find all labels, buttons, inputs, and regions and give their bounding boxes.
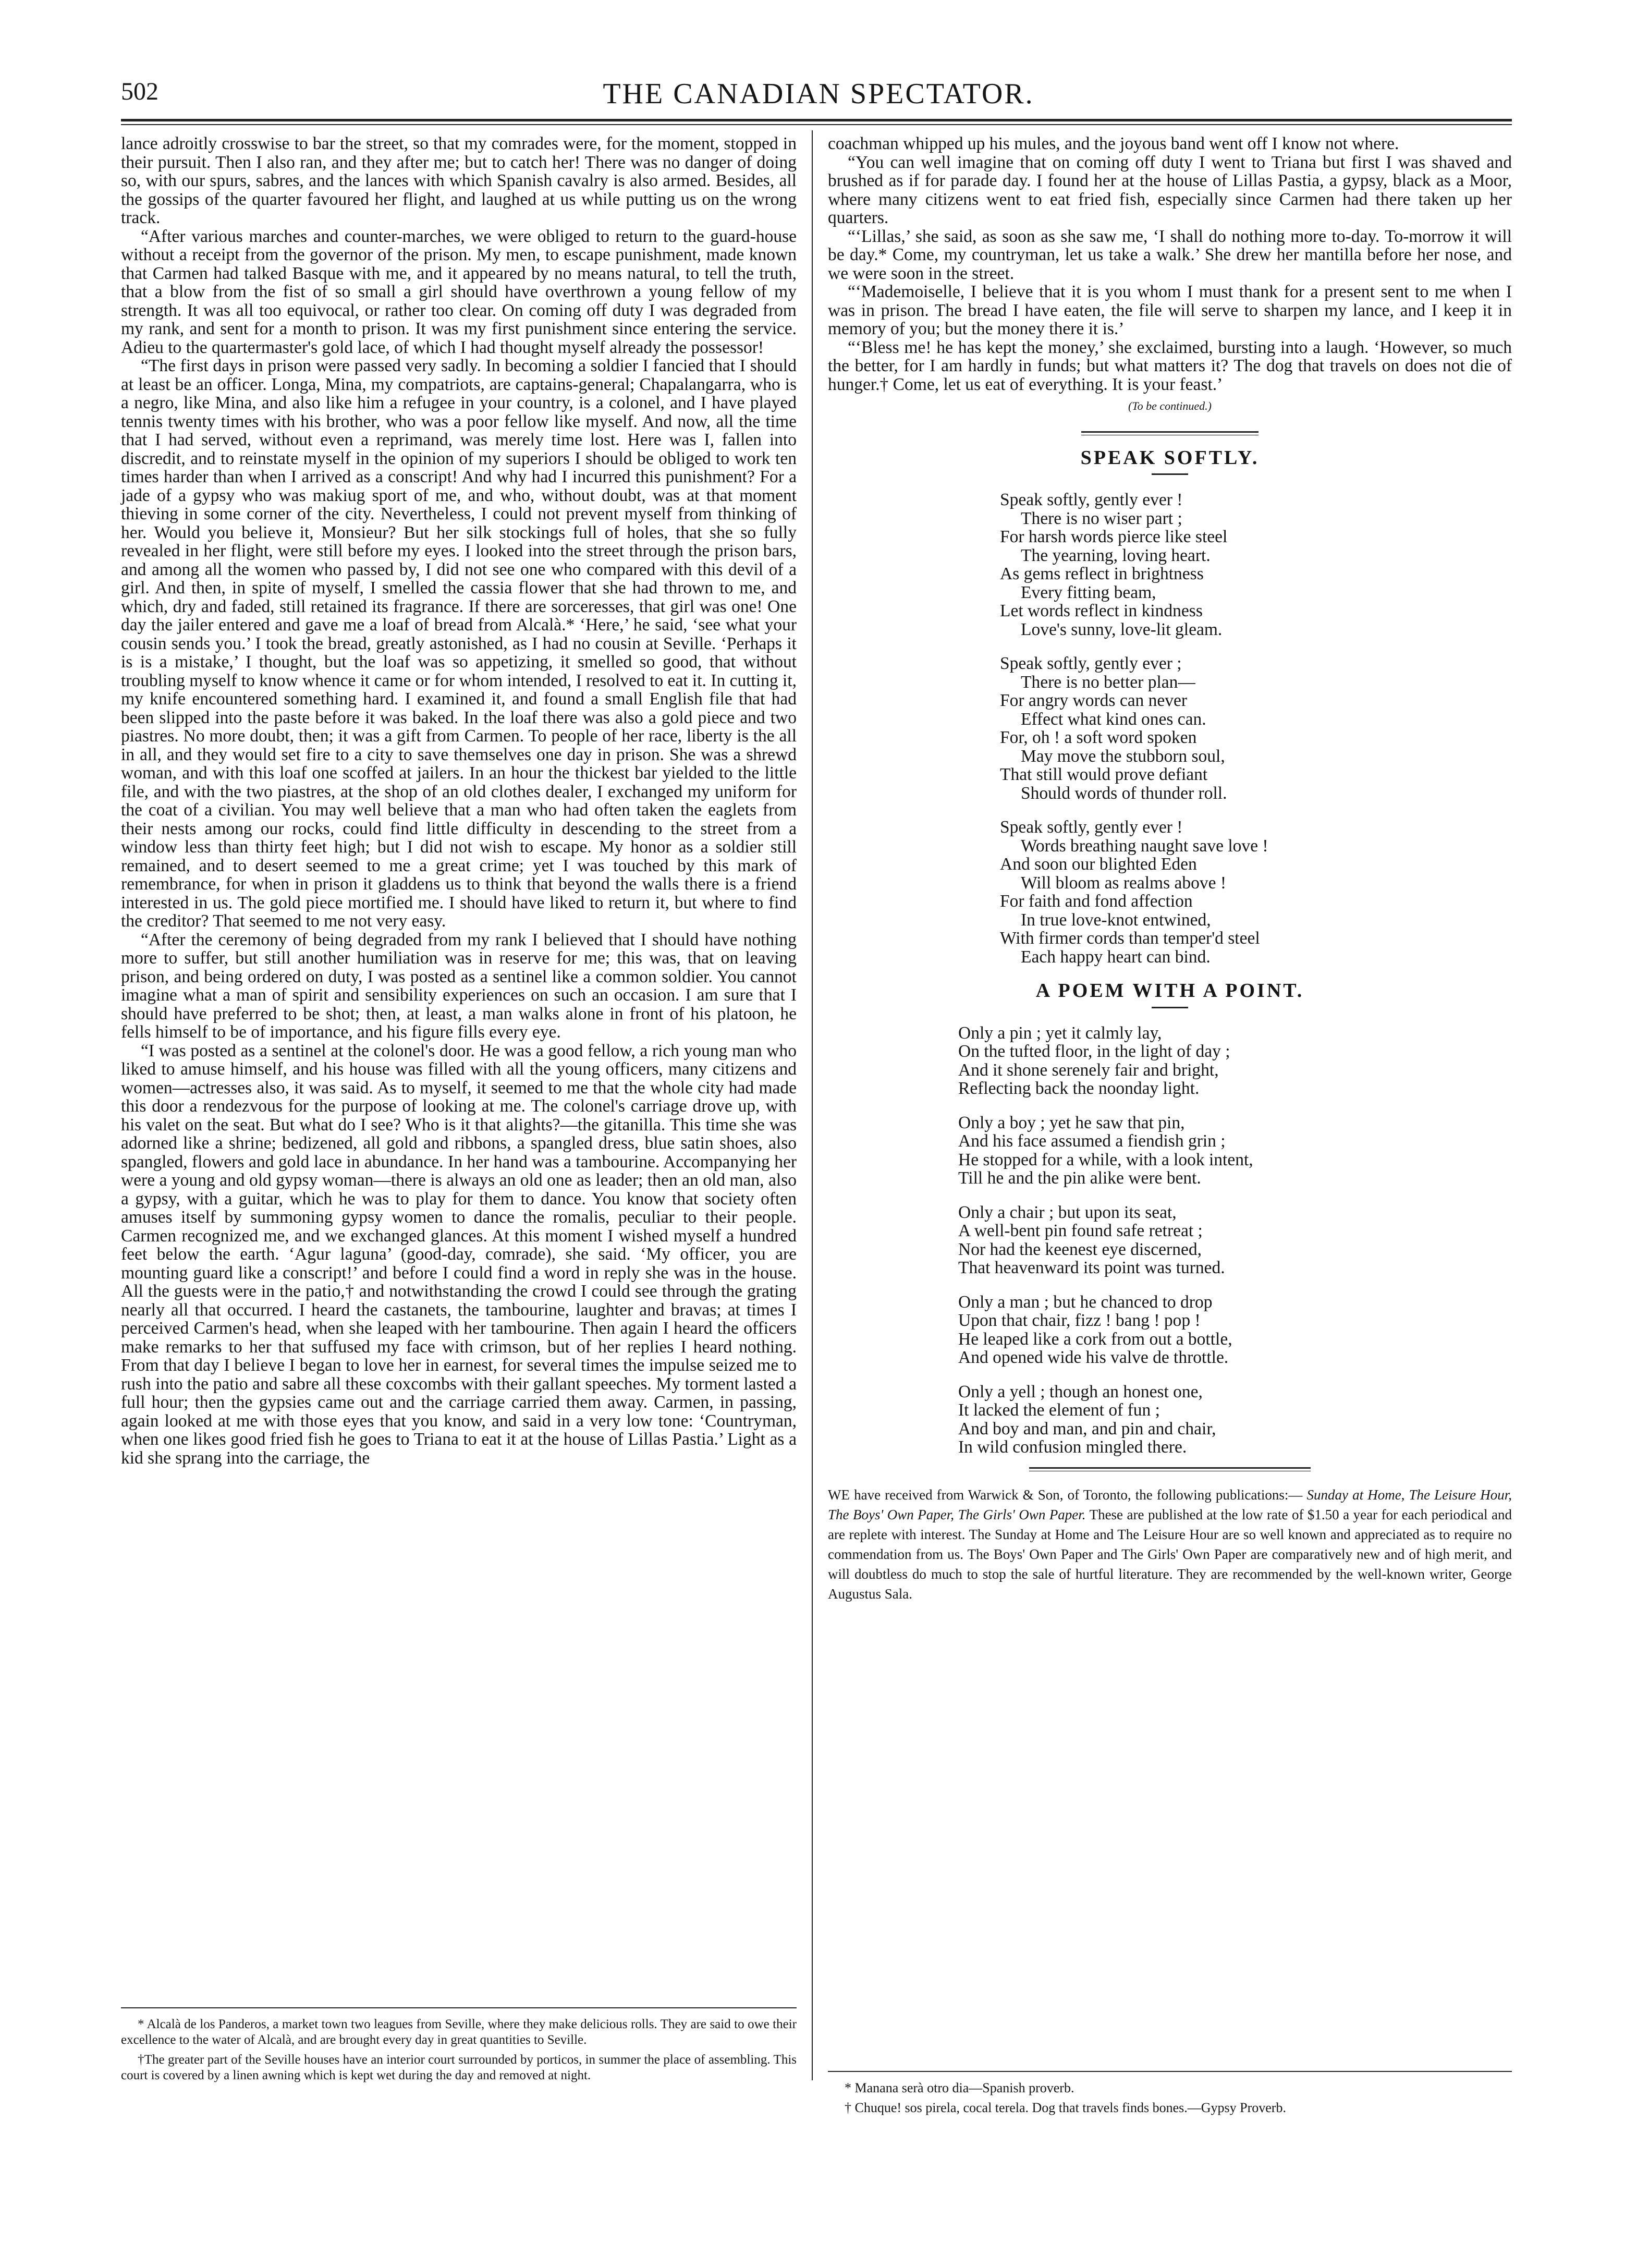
publications-notice bbox=[828, 1485, 1512, 1604]
poem-with-a-point bbox=[958, 1024, 1512, 1457]
poem-line: And boy and man, and pin and chair, bbox=[958, 1419, 1216, 1438]
poem-line: Words breathing naught save love ! bbox=[1021, 836, 1268, 856]
poem-line: There is no better plan— bbox=[1021, 672, 1195, 692]
article-paragraph: “I was posted as a sentinel at the colonel's door. He was a good fellow, a rich young man who liked to amuse himself, and his house was filled with all the young officers, many citizens and women—actresses also, it was said. As to myself, it seemed to me that the whole city had made this door a rendezvous for the purpose of looking at me. The colonel's carriage drove up, with his valet on the seat. But what do I see? Who is it that alights?—the gitanilla. This time she was adorned like a shrine; bedizened, all gold and ribbons, a spangled dress, blue satin shoes, also spangled, flowers and gold lace in abundance. In her hand was a tambourine. Accompanying her were a young and old gypsy woman—there is always an old one as leader; then an old man, also a gypsy, with a guitar, which he was to play for them to dance. You know that society often amuses itself by summoning gypsy women to dance the romalis, peculiar to their people. Carmen recognized me, and we exchanged glances. At this moment I wished myself a hundred feet below the earth. ‘Agur laguna’ (good-day, comrade), she said. ‘My officer, you are mounting guard like a conscript!’ and before I could find a word in reply she was in the house. All the guests were in the patio,† and notwithstanding the crowd I could see through the grating nearly all that occurred. I heard the castanets, the tambourine, laughter and bravas; at times I perceived Carmen's head, when she leaped with her tambourine. Then again I heard the officers make remarks to her that suffused my face with crimson, but of her replies I heard nothing. From that day I believe I began to love her in earnest, for several times the impulse seized me to rush into the patio and sabre all these coxcombs with their gallant speeches. My torment lasted a full hour; then the gypsies came out and the carriage carried them away. Carmen, in passing, again looked at me with those eyes that you know, and said in a very low tone: ‘Countryman, when one likes good fried fish he goes to Triana to eat it at the house of Lillas Pastia.’ Light as a kid she sprang into the carriage, the bbox=[121, 1041, 797, 1468]
poem-line: For faith and fond affection bbox=[1000, 892, 1193, 911]
notice-publications: Sunday at Home, The Leisure Hour, The Boys' Own Paper, The Girls' Own Paper. bbox=[828, 1486, 1512, 1522]
left-column-article bbox=[121, 135, 797, 1467]
article-paragraph: “The first days in prison were passed very sadly. In becoming a soldier I fancied that I should at least be an officer. Longa, Mina, my compatriots, are captains-general; Chapalangarra, who is a negro, like Mina, and also like him a refugee in your country, is a colonel, and I have played tennis twenty times with his brother, who was a poor fellow like myself. And now, all the time that I had served, without even a reprimand, was merely time lost. Here was I, fallen into discredit, and to reinstate myself in the opinion of my superiors I should be obliged to work ten times harder than when I arrived as a conscript! And why had I incurred this punishment? For a jade of a gypsy who was makiug sport of me, and who, without doubt, was at that moment thieving in some corner of the city. Nevertheless, I could not prevent myself from thinking of her. Would you believe it, Monsieur? But her silk stockings full of holes, that she so fully revealed in her flight, were still before my eyes. I looked into the street through the prison bars, and among all the women who passed by, I did not see one who compared with this devil of a girl. And then, in spite of myself, I smelled the cassia flower that she had thrown to me, and which, dry and faded, still retained its fragrance. If there are sorceresses, that girl was one! One day the jailer entered and gave me a loaf of bread from Alcalà.* ‘Here,’ he said, ‘see what your cousin sends you.’ I took the bread, greatly astonished, as I had no cousin at Seville. ‘Perhaps it is is a mistake,’ I thought, but the loaf was so appetizing, it smelled so good, that without troubling myself to know whence it came or for whom intended, I resolved to eat it. In cutting it, my knife encountered something hard. I examined it, and found a small English file that had been slipped into the paste before it was baked. In the loaf there was also a gold piece and two piastres. No more doubt, then; it was a gift from Carmen. To people of her race, liberty is the all in all, and they would set fire to a city to save themselves one day in prison. She was a shrewd woman, and with this loaf one scoffed at jailers. In an hour the thickest bar yielded to the little file, and with the two piastres, at the shop of an old clothes dealer, I exchanged my uniform for the coat of a civilian. You may well believe that a man who had often taken the eaglets from their nests among our rocks, could find little difficulty in descending to the street from a window less than thirty feet high; but I did not wish to escape. My honor as a soldier still remained, and to desert seemed to me a great crime; yet I was touched by this mark of remembrance, for when in prison it gladdens us to think that beyond the walls there is a friend interested in us. The gold piece mortified me. I should have liked to return it, but where to find the creditor? That seemed to me not very easy. bbox=[121, 356, 797, 931]
poem-line: The yearning, loving heart. bbox=[1021, 545, 1211, 565]
poem-line: Only a boy ; yet he saw that pin, bbox=[958, 1113, 1185, 1132]
poem-line: Will bloom as realms above ! bbox=[1021, 873, 1227, 893]
article-paragraph: “After the ceremony of being degraded from my rank I believed that I should have nothing more to suffer, but still another humiliation was in reserve for me; this was, that on leaving prison, and being ordered on duty, I was posted as a sentinel like a common soldier. You cannot imagine what a man of spirit and sensibility experiences on such an occasion. I am sure that I should have preferred to be shot; then, at least, a man walks alone in front of his platoon, he fells himself to be of importance, and his figure fills every eye. bbox=[121, 930, 797, 1042]
right-column bbox=[828, 135, 1512, 1604]
poem-line: Every fitting beam, bbox=[1021, 582, 1156, 602]
stanza bbox=[958, 1203, 1512, 1277]
poem-line: And opened wide his valve de throttle. bbox=[958, 1348, 1229, 1367]
left-footnote-rule bbox=[121, 2007, 797, 2008]
stanza bbox=[1000, 654, 1512, 802]
article-paragraph: “‘Bless me! he has kept the money,’ she exclaimed, bursting into a laugh. ‘However, so much the better, for I am hardly in funds; but what matters it? The dog that travels on does not die of hunger.† Come, let us eat of everything. It is your feast.’ bbox=[828, 337, 1512, 394]
poem-line: In true love-knot entwined, bbox=[1021, 910, 1211, 930]
poem-line: That heavenward its point was turned. bbox=[958, 1258, 1225, 1277]
poem-line: Speak softly, gently ever ; bbox=[1000, 654, 1182, 673]
poem-line: It lacked the element of fun ; bbox=[958, 1400, 1160, 1420]
masthead-title: THE CANADIAN SPECTATOR. bbox=[603, 78, 1034, 110]
article-paragraph: “‘Mademoiselle, I believe that it is you whom I must thank for a present sent to me when I was in prison. The bread I have eaten, the file will serve to sharpen my lance, and I keep it in memory of you; but the money there it is.’ bbox=[828, 282, 1512, 338]
poem-line: May move the stubborn soul, bbox=[1021, 746, 1225, 766]
poem-title: SPEAK SOFTLY. bbox=[1080, 446, 1260, 469]
title-rule bbox=[1152, 473, 1188, 475]
poem-line: Reflecting back the noonday light. bbox=[958, 1079, 1200, 1098]
poem-line: Effect what kind ones can. bbox=[1021, 709, 1206, 729]
poem-line: A well-bent pin found safe retreat ; bbox=[958, 1221, 1203, 1240]
right-footnote-rule bbox=[828, 2071, 1512, 2072]
stanza bbox=[1000, 818, 1512, 966]
article-paragraph: “You can well imagine that on coming off duty I went to Triana but first I was shaved and brushed as if for parade day. I found her at the house of Lillas Pastia, a gypsy, black as a Moor, where many citizens went to eat fried fish, especially since Carmen had there taken up her quarters. bbox=[828, 152, 1512, 227]
poem-line: For angry words can never bbox=[1000, 691, 1188, 710]
poem-line: Only a yell ; though an honest one, bbox=[958, 1382, 1203, 1401]
poem-line: Only a man ; but he chanced to drop bbox=[958, 1292, 1213, 1312]
poem-line: Speak softly, gently ever ! bbox=[1000, 490, 1183, 509]
notice-body: These are published at the low rate of $1.50 a year for each periodical and are replete with interest. The Sunday at Home and The Leisure Hour are so well known and appreciated as to require no commendation from us. The Boys' Own Paper and The Girls' Own Paper are comparatively new and of high merit, and will doubtless do much to stop the sale of hurtful literature. They are recommended by the well-known writer, George Augustus Sala. bbox=[828, 1506, 1512, 1602]
title-rule bbox=[1152, 1007, 1188, 1008]
poem-title: A POEM WITH A POINT. bbox=[1035, 980, 1304, 1002]
page-number: 502 bbox=[121, 78, 158, 105]
poem-line: Each happy heart can bind. bbox=[1021, 947, 1211, 967]
poem-line: For harsh words pierce like steel bbox=[1000, 527, 1228, 546]
article-paragraph: “‘Lillas,’ she said, as soon as she saw me, ‘I shall do nothing more to-day. To-morrow it will be day.* Come, my countryman, let us take a walk.’ She drew her mantilla before her nose, and we were soon in the street. bbox=[828, 226, 1512, 283]
column-divider bbox=[812, 130, 813, 2080]
poem-line: Love's sunny, love-lit gleam. bbox=[1021, 619, 1223, 639]
poem-line: Till he and the pin alike were bent. bbox=[958, 1168, 1201, 1188]
footnote: * Alcalà de los Panderos, a market town two leagues from Seville, where they make delicious rolls. They are said to owe their excellence to the water of Alcalà, and are brought every day in great quantities to Seville. bbox=[121, 2017, 797, 2047]
footnote: * Manana serà otro dia—Spanish proverb. bbox=[845, 2080, 1074, 2095]
section-rule bbox=[1081, 431, 1259, 433]
poem-line: Upon that chair, fizz ! bang ! pop ! bbox=[958, 1311, 1201, 1330]
masthead-rule-top bbox=[121, 119, 1512, 121]
poem-line: On the tufted floor, in the light of day ; bbox=[958, 1042, 1230, 1061]
footnote: † Chuque! sos pirela, cocal terela. Dog that travels finds bones.—Gypsy Proverb. bbox=[845, 2100, 1286, 2115]
footnote: †The greater part of the Seville houses have an interior court surrounded by porticos, in summer the place of assembling. This court is covered by a linen awning which is kept wet during the day and removed at night. bbox=[121, 2053, 797, 2082]
article-paragraph: coachman whipped up his mules, and the joyous band went off I know not where. bbox=[828, 134, 1399, 153]
stanza bbox=[958, 1293, 1512, 1367]
stanza bbox=[1000, 491, 1512, 639]
article-paragraph: “After various marches and counter-marches, we were obliged to return to the guard-house without a receipt from the governor of the prison. My men, to escape punishment, made known that Carmen had talked Basque with me, and it appeared by no means natural, to tell the truth, that a blow from the fist of so small a girl should have overthrown a young fellow of my strength. It was all too equivocal, or rather too clear. On coming off duty I was degraded from my rank, and sent for a month to prison. It was my first punishment since entering the service. Adieu to the quartermaster's gold lace, of which I had thought myself already the possessor! bbox=[121, 226, 797, 357]
right-footnotes bbox=[828, 2080, 1512, 2120]
poem-line: In wild confusion mingled there. bbox=[958, 1437, 1187, 1457]
stanza bbox=[958, 1114, 1512, 1188]
poem-line: As gems reflect in brightness bbox=[1000, 564, 1204, 583]
poem-line: And it shone serenely fair and bright, bbox=[958, 1060, 1219, 1080]
poem-line: There is no wiser part ; bbox=[1021, 508, 1182, 528]
poem-line: Speak softly, gently ever ! bbox=[1000, 818, 1183, 837]
poem-line: Nor had the keenest eye discerned, bbox=[958, 1239, 1202, 1259]
poem-line: He stopped for a while, with a look intent, bbox=[958, 1150, 1253, 1169]
poem-line: That still would prove defiant bbox=[1000, 765, 1208, 784]
poem-speak-softly bbox=[1000, 491, 1512, 966]
stanza bbox=[958, 1383, 1512, 1457]
stanza bbox=[958, 1024, 1512, 1098]
poem-line: And his face assumed a fiendish grin ; bbox=[958, 1131, 1226, 1151]
poem-line: Let words reflect in kindness bbox=[1000, 601, 1203, 620]
poem-line: Only a pin ; yet it calmly lay, bbox=[958, 1023, 1162, 1043]
poem-line: Only a chair ; but upon its seat, bbox=[958, 1202, 1177, 1222]
masthead-rule-bottom bbox=[121, 124, 1512, 125]
poem-line: And soon our blighted Eden bbox=[1000, 855, 1197, 874]
section-rule bbox=[1029, 1467, 1311, 1469]
poem-line: For, oh ! a soft word spoken bbox=[1000, 728, 1197, 747]
to-be-continued: (To be continued.) bbox=[1128, 399, 1212, 412]
left-footnotes bbox=[121, 2017, 797, 2088]
poem-line: He leaped like a cork from out a bottle, bbox=[958, 1329, 1232, 1349]
poem-line: With firmer cords than temper'd steel bbox=[1000, 929, 1260, 948]
article-paragraph: lance adroitly crosswise to bar the street, so that my comrades were, for the moment, stopped in their pursuit. Then I also ran, and they after me; but to catch her! There was no danger of doing so, with our spurs, sabres, and the lances with which Spanish cavalry is also armed. Besides, all the gossips of the quarter favoured her flight, and laughed at us while putting us on the wrong track. bbox=[121, 134, 797, 227]
notice-lead: WE have received from Warwick & Son, of Toronto, the following publications:— bbox=[828, 1486, 1303, 1503]
poem-line: Should words of thunder roll. bbox=[1021, 783, 1227, 803]
